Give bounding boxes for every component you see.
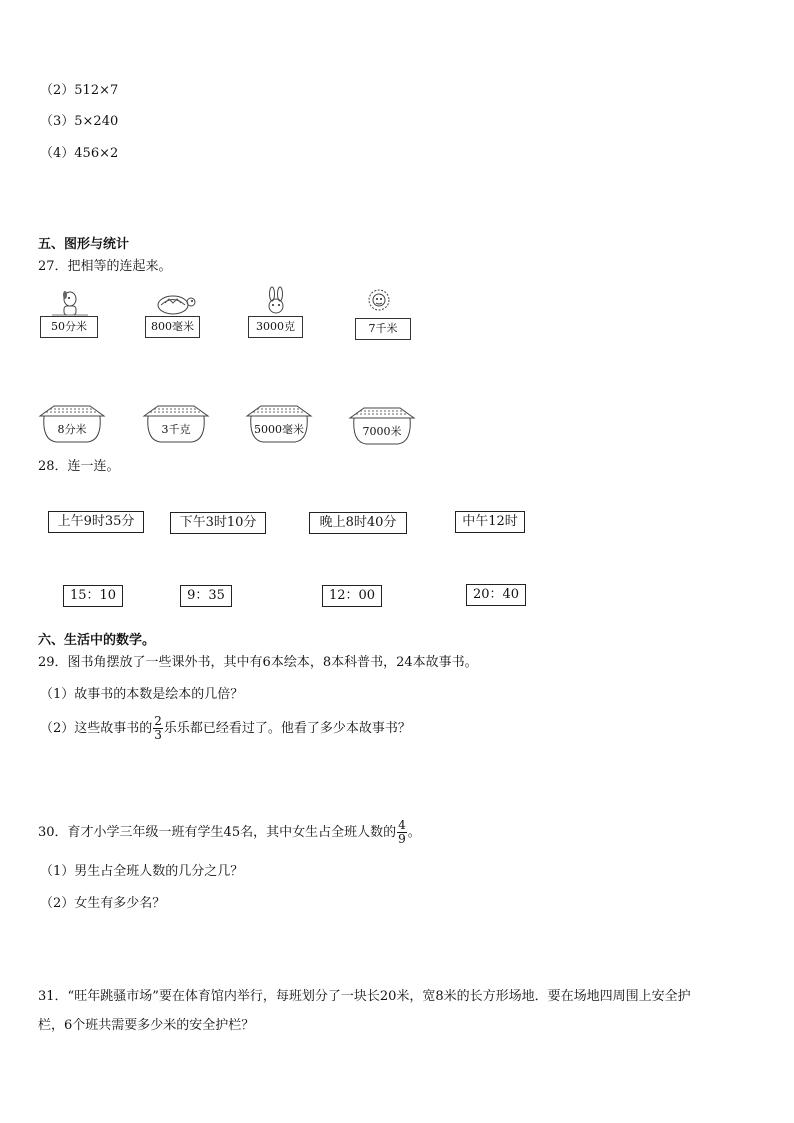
fraction-numerator: 4 xyxy=(398,818,406,832)
section5-title: 五、图形与统计 xyxy=(38,237,130,252)
dog-icon xyxy=(40,286,100,316)
q30-prompt-after: 。 xyxy=(407,825,421,840)
animal-card-1[interactable] xyxy=(40,286,100,341)
fraction-two-thirds xyxy=(153,715,163,742)
house-card-label: 7000米 xyxy=(362,425,402,438)
q30-sub1: （1）男生占全班人数的几分之几？ xyxy=(40,864,244,879)
fraction-denominator: 9 xyxy=(398,832,406,846)
calc-item-3: （3）5×240 xyxy=(40,114,119,129)
q31-line1: 31．“旺年跳骚市场”要在体育馆内举行，每班划分了一块长20米，宽8米的长方形场地．要在场地四周围上安全护 xyxy=(38,989,691,1004)
fraction-denominator: 3 xyxy=(154,728,162,742)
q29-sub2-before: （2）这些故事书的 xyxy=(40,721,153,736)
q30-prompt-before: 30．育才小学三年级一班有学生45名，其中女生占全班人数的 xyxy=(38,825,397,840)
lion-icon xyxy=(355,286,415,318)
animal-card-label: 50分米 xyxy=(40,316,98,338)
q29-sub1: （1）故事书的本数是绘本的几倍？ xyxy=(40,687,244,702)
time-text-box-3[interactable]: 晚上8时40分 xyxy=(309,512,407,534)
q29-sub2 xyxy=(40,714,411,744)
animal-card-2[interactable] xyxy=(143,286,203,341)
q30-sub2: （2）女生有多少名？ xyxy=(40,896,166,911)
turtle-icon xyxy=(143,286,203,316)
animal-card-label: 7千米 xyxy=(355,318,411,340)
house-card-2[interactable] xyxy=(140,400,212,444)
q30-prompt xyxy=(38,818,421,848)
animal-card-3[interactable] xyxy=(248,286,308,341)
q29-sub2-after: 乐乐都已经看过了。他看了多少本故事书？ xyxy=(163,721,411,736)
animal-card-label: 800毫米 xyxy=(145,316,200,338)
time-digital-box-3[interactable]: 12：00 xyxy=(322,585,382,607)
q31-line2: 栏，6个班共需要多少米的安全护栏？ xyxy=(38,1018,255,1033)
section6-title: 六、生活中的数学。 xyxy=(38,633,156,648)
q27-prompt: 27．把相等的连起来。 xyxy=(38,259,172,274)
time-text-box-4[interactable]: 中午12时 xyxy=(455,511,525,533)
rabbit-icon xyxy=(248,286,308,316)
q29-prompt: 29．图书角摆放了一些课外书，其中有6本绘本，8本科普书，24本故事书。 xyxy=(38,655,478,670)
fraction-numerator: 2 xyxy=(154,714,162,728)
house-card-label: 5000毫米 xyxy=(254,423,304,436)
q28-prompt: 28．连一连。 xyxy=(38,459,120,474)
time-digital-box-2[interactable]: 9：35 xyxy=(180,585,232,607)
time-text-box-2[interactable]: 下午3时10分 xyxy=(170,512,266,534)
calc-item-2: （2）512×7 xyxy=(40,83,119,98)
calc-item-4: （4）456×2 xyxy=(40,146,119,161)
house-card-label: 8分米 xyxy=(57,423,87,436)
animal-card-label: 3000克 xyxy=(248,316,303,338)
time-digital-box-1[interactable]: 15：10 xyxy=(63,585,123,607)
time-digital-box-4[interactable]: 20：40 xyxy=(466,584,526,606)
house-card-4[interactable] xyxy=(346,402,418,446)
time-text-box-1[interactable]: 上午9时35分 xyxy=(48,511,144,533)
house-card-label: 3千克 xyxy=(161,423,191,436)
animal-card-4[interactable] xyxy=(355,286,415,344)
house-card-1[interactable] xyxy=(36,400,108,444)
fraction-four-ninths xyxy=(397,819,407,846)
house-card-3[interactable] xyxy=(243,400,315,444)
